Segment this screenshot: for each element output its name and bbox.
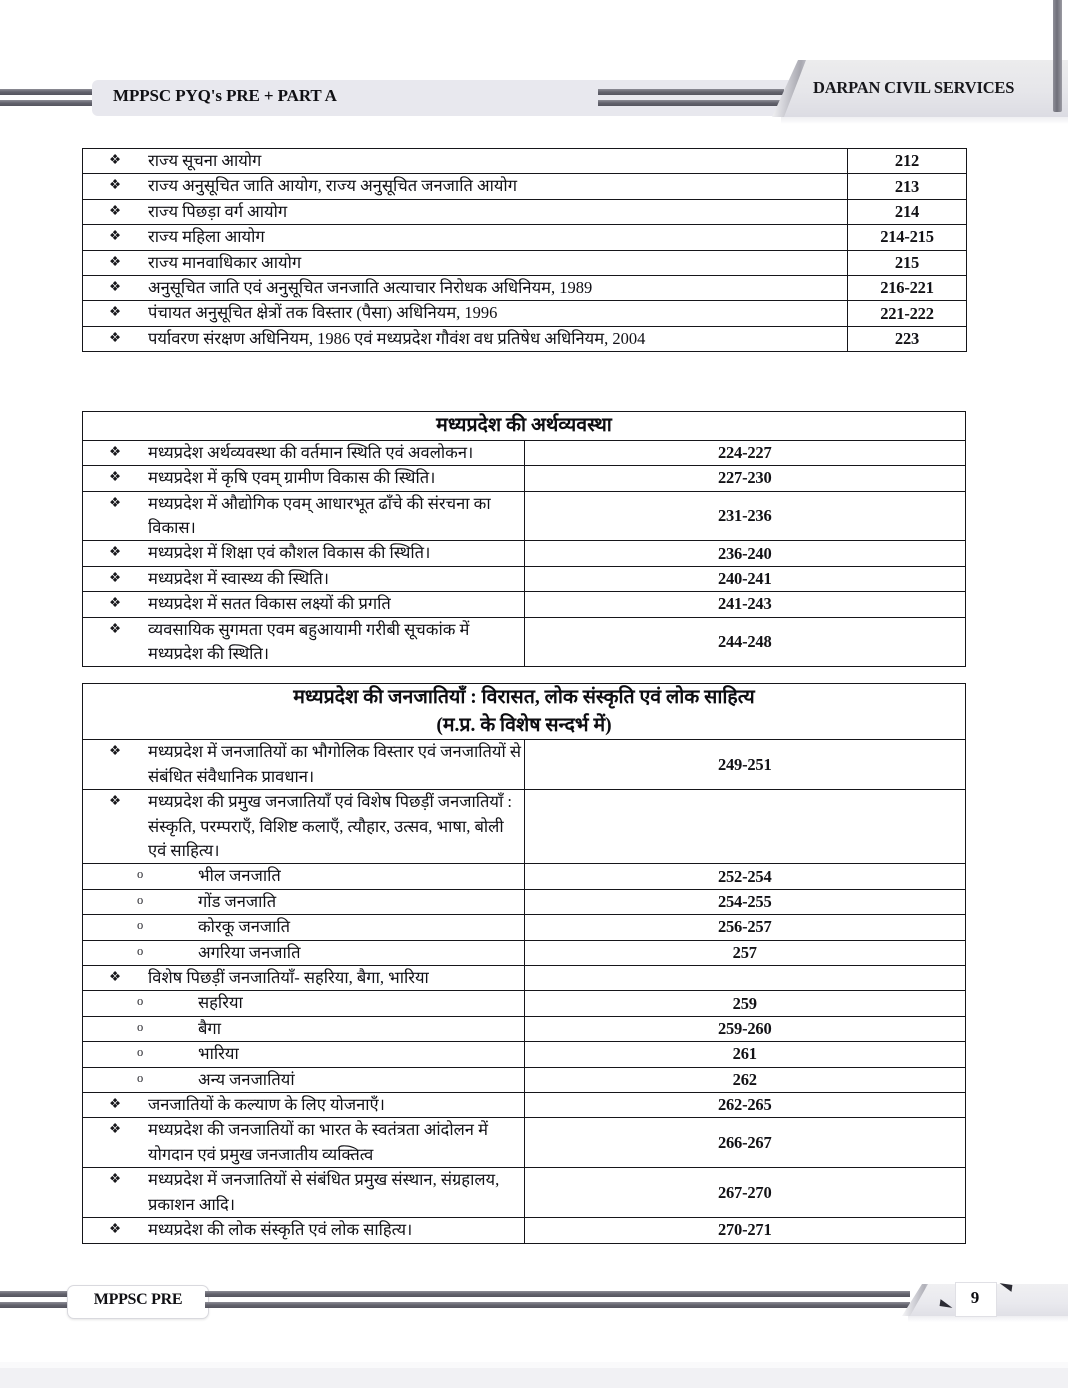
page-number-cell: 267-270 <box>524 1168 966 1218</box>
table-row <box>83 915 966 940</box>
header-rule-left <box>0 89 100 108</box>
table-constitutional-bodies <box>82 148 967 352</box>
diamond-bullet-icon: ❖ <box>109 279 122 295</box>
list-item <box>83 790 524 863</box>
list-item <box>83 174 847 198</box>
diamond-bullet-icon: ❖ <box>109 304 122 320</box>
topic-cell <box>83 790 525 864</box>
sub-list-item <box>83 1042 524 1066</box>
table-row <box>83 991 966 1016</box>
page-number-cell: 213 <box>848 174 967 199</box>
diamond-bullet-icon: ❖ <box>109 1121 122 1137</box>
page-number-cell: 244-248 <box>524 617 966 667</box>
list-item <box>83 541 524 565</box>
page-number-cell: 270-271 <box>524 1218 966 1243</box>
table-row <box>83 440 966 465</box>
page-number-cell: 212 <box>848 149 967 174</box>
topic-label: पंचायत अनुसूचित क्षेत्रों तक विस्तार (पैसा) अधिनियम, 1996 <box>148 303 498 323</box>
table-row <box>83 174 967 199</box>
sub-list-item <box>83 864 524 888</box>
table-row <box>83 1067 966 1092</box>
table-row <box>83 889 966 914</box>
heading-line-1: मध्यप्रदेश की जनजातियाँ : विरासत, लोक संस्कृति एवं लोक साहित्य <box>293 687 755 708</box>
topic-cell <box>83 940 525 965</box>
footer-rule-middle-bottom <box>205 1302 910 1308</box>
list-item <box>83 966 524 990</box>
table-row <box>83 199 967 224</box>
footer-page-number: 9 <box>970 1288 980 1307</box>
table-row <box>83 301 967 326</box>
topic-cell <box>83 864 525 889</box>
topic-cell <box>83 1118 525 1168</box>
page-number-cell: 227-230 <box>524 466 966 491</box>
page-number-cell: 261 <box>524 1042 966 1067</box>
diamond-bullet-icon: ❖ <box>109 1221 122 1237</box>
topic-cell <box>83 740 525 790</box>
header-rule-left-bottom <box>0 100 100 106</box>
topic-label: राज्य सूचना आयोग <box>148 151 262 170</box>
table-row <box>83 790 966 864</box>
topic-label: मध्यप्रदेश में जनजातियों का भौगोलिक विस्तार एवं जनजातियों से संबंधित संवैधानिक प्रावधान। <box>148 742 522 786</box>
topic-cell <box>83 199 848 224</box>
topic-cell <box>83 174 848 199</box>
table-section-heading-row <box>83 684 966 740</box>
page-number-cell: 214-215 <box>848 225 967 250</box>
diamond-bullet-icon: ❖ <box>109 595 122 611</box>
topic-label: कोरकू जनजाति <box>198 917 291 937</box>
topic-cell <box>83 966 525 991</box>
page-number-cell: 254-255 <box>524 889 966 914</box>
diamond-bullet-icon: ❖ <box>109 1171 122 1187</box>
topic-cell <box>83 1067 525 1092</box>
topic-cell <box>83 1168 525 1218</box>
topic-cell <box>83 250 848 275</box>
topic-label: मध्यप्रदेश में कृषि एवम् ग्रामीण विकास की स्थिति। <box>148 468 436 488</box>
circle-bullet-icon: o <box>137 1019 144 1034</box>
page-number-cell: 240-241 <box>524 566 966 591</box>
page-number-cell: 257 <box>524 940 966 965</box>
table-row <box>83 541 966 566</box>
topic-cell <box>83 1093 525 1118</box>
table-mp-economy <box>82 411 966 667</box>
diamond-bullet-icon: ❖ <box>109 443 122 459</box>
topic-cell <box>83 225 848 250</box>
page-number-cell <box>524 790 966 864</box>
table-mp-tribes <box>82 683 966 1244</box>
circle-bullet-icon: o <box>137 867 144 882</box>
topic-label: राज्य पिछड़ा वर्ग आयोग <box>148 201 288 221</box>
list-item <box>83 1093 524 1117</box>
topic-cell <box>83 276 848 301</box>
header-rule-left-top <box>0 89 100 95</box>
topic-cell <box>83 991 525 1016</box>
topic-label: राज्य अनुसूचित जाति आयोग, राज्य अनुसूचित जनजाति आयोग <box>148 176 517 196</box>
topic-label: बैगा <box>198 1018 221 1038</box>
list-item <box>83 492 524 541</box>
diamond-bullet-icon: ❖ <box>109 469 122 485</box>
topic-label: राज्य मानवाधिकार आयोग <box>148 252 302 272</box>
table-section-heading-row <box>83 412 966 441</box>
table-row <box>83 225 967 250</box>
page-number-cell: 224-227 <box>524 440 966 465</box>
topic-label: पर्यावरण संरक्षण अधिनियम, 1986 एवं मध्यप्रदेश गौवंश वध प्रतिषेध अधिनियम, 2004 <box>148 328 646 348</box>
table-row <box>83 149 967 174</box>
topic-label: मध्यप्रदेश की लोक संस्कृति एवं लोक साहित्य। <box>148 1220 413 1240</box>
list-item <box>83 200 847 224</box>
topic-cell <box>83 1016 525 1041</box>
topic-label: मध्यप्रदेश में शिक्षा एवं कौशल विकास की स्थिति। <box>148 543 431 563</box>
topic-cell <box>83 491 525 541</box>
topic-cell <box>83 326 848 351</box>
topic-cell <box>83 149 848 174</box>
list-item <box>83 1168 524 1217</box>
page-number-cell <box>524 966 966 991</box>
table-row <box>83 466 966 491</box>
page-number-cell: 223 <box>848 326 967 351</box>
topic-label: सहरिया <box>198 993 243 1013</box>
table-row <box>83 592 966 617</box>
diamond-bullet-icon: ❖ <box>109 228 122 244</box>
circle-bullet-icon: o <box>137 1045 144 1060</box>
table-row <box>83 966 966 991</box>
page-number-cell: 249-251 <box>524 740 966 790</box>
topic-label: मध्यप्रदेश में औद्योगिक एवम् आधारभूत ढाँचे की संरचना का विकास। <box>148 493 491 537</box>
diamond-bullet-icon: ❖ <box>109 494 122 510</box>
header-left-title: MPPSC PYQ's PRE + PART A <box>113 86 337 105</box>
diamond-bullet-icon: ❖ <box>109 620 122 636</box>
table-row <box>83 491 966 541</box>
topic-label: मध्यप्रदेश में स्वास्थ्य की स्थिति। <box>148 568 330 588</box>
topic-label: मध्यप्रदेश अर्थव्यवस्था की वर्तमान स्थिति एवं अवलोकन। <box>148 442 474 462</box>
table-row <box>83 1218 966 1243</box>
diamond-bullet-icon: ❖ <box>109 1096 122 1112</box>
topic-label: अगरिया जनजाति <box>198 942 301 962</box>
header-rule-middle-bottom <box>598 100 784 106</box>
list-item <box>83 251 847 275</box>
page-number-cell: 259-260 <box>524 1016 966 1041</box>
table-row <box>83 1042 966 1067</box>
diamond-bullet-icon: ❖ <box>109 569 122 585</box>
topic-cell <box>83 592 525 617</box>
topic-label: भारिया <box>198 1044 239 1064</box>
page-number-cell: 216-221 <box>848 276 967 301</box>
table-row <box>83 1118 966 1168</box>
topic-label: मध्यप्रदेश की प्रमुख जनजातियाँ एवं विशेष पिछड़ीं जनजातियाँ : संस्कृति, परम्पराएँ, विशिष्ट कलाएँ, त्यौहार, उत्सव, भाषा, बोली एवं साहित्य। <box>148 792 512 860</box>
topic-cell <box>83 889 525 914</box>
sub-list-item <box>83 1068 524 1092</box>
page-number-cell: 262-265 <box>524 1093 966 1118</box>
topic-cell <box>83 541 525 566</box>
footer-rule-middle <box>205 1291 910 1310</box>
list-item <box>83 1218 524 1242</box>
table-row <box>83 326 967 351</box>
page-number-cell: 231-236 <box>524 491 966 541</box>
list-item <box>83 276 847 300</box>
page-number-cell: 266-267 <box>524 1118 966 1168</box>
list-item <box>83 618 524 667</box>
topic-cell <box>83 1042 525 1067</box>
header-rule-middle <box>598 89 784 108</box>
diamond-bullet-icon: ❖ <box>109 177 122 193</box>
page-number-cell: 241-243 <box>524 592 966 617</box>
table-row <box>83 864 966 889</box>
page-number-cell: 214 <box>848 199 967 224</box>
table-row <box>83 940 966 965</box>
list-item <box>83 301 847 325</box>
sub-list-item <box>83 890 524 914</box>
topic-label: मध्यप्रदेश में जनजातियों से संबंधित प्रमुख संस्थान, संग्रहालय, प्रकाशन आदि। <box>148 1170 500 1214</box>
page-number-cell: 256-257 <box>524 915 966 940</box>
diamond-bullet-icon: ❖ <box>109 743 122 759</box>
table-row <box>83 1093 966 1118</box>
table-row <box>83 617 966 667</box>
table-body <box>83 684 966 1244</box>
diamond-bullet-icon: ❖ <box>109 969 122 985</box>
header-right-title: DARPAN CIVIL SERVICES <box>813 78 1015 97</box>
list-item <box>83 149 847 173</box>
circle-bullet-icon: o <box>137 1070 144 1085</box>
topic-label: विशेष पिछड़ीं जनजातियाँ- सहरिया, बैगा, भारिया <box>148 968 429 988</box>
topic-cell <box>83 466 525 491</box>
table-row <box>83 250 967 275</box>
list-item <box>83 740 524 789</box>
page-number-cell: 252-254 <box>524 864 966 889</box>
topic-cell <box>83 915 525 940</box>
footer-rule-middle-top <box>205 1291 910 1297</box>
list-item <box>83 441 524 465</box>
sub-list-item <box>83 941 524 965</box>
sub-list-item <box>83 991 524 1015</box>
topic-cell <box>83 617 525 667</box>
list-item <box>83 592 524 616</box>
page-number-cell: 262 <box>524 1067 966 1092</box>
diamond-bullet-icon: ❖ <box>109 253 122 269</box>
diamond-bullet-icon: ❖ <box>109 202 122 218</box>
diamond-bullet-icon: ❖ <box>109 544 122 560</box>
sub-list-item <box>83 1017 524 1041</box>
topic-cell <box>83 566 525 591</box>
topic-label: राज्य महिला आयोग <box>148 227 265 247</box>
page-footer <box>0 1280 1068 1344</box>
table-body <box>83 412 966 667</box>
table-row <box>83 1168 966 1218</box>
list-item <box>83 567 524 591</box>
list-item <box>83 1118 524 1167</box>
table-row <box>83 1016 966 1041</box>
page-edge-shadow <box>0 1368 1068 1388</box>
topic-label: व्यवसायिक सुगमता एवम बहुआयामी गरीबी सूचकांक में मध्यप्रदेश की स्थिति। <box>148 619 470 663</box>
sub-list-item <box>83 915 524 939</box>
diamond-bullet-icon: ❖ <box>109 152 122 167</box>
topic-label: जनजातियों के कल्याण के लिए योजनाएँ। <box>148 1095 385 1115</box>
table-row <box>83 276 967 301</box>
heading-line-2: (म.प्र. के विशेष सन्दर्भ में) <box>436 714 612 736</box>
table-body <box>83 149 967 352</box>
page-number-cell: 215 <box>848 250 967 275</box>
diamond-bullet-icon: ❖ <box>109 329 122 345</box>
page-number-cell: 259 <box>524 991 966 1016</box>
circle-bullet-icon: o <box>137 994 144 1009</box>
heading-line-1: मध्यप्रदेश की अर्थव्यवस्था <box>436 415 612 436</box>
topic-label: गोंड जनजाति <box>198 891 277 911</box>
page-number-cell: 221-222 <box>848 301 967 326</box>
diamond-bullet-icon: ❖ <box>109 793 122 809</box>
list-item <box>83 327 847 351</box>
page-header <box>0 0 1068 130</box>
table-section-heading <box>83 412 966 441</box>
circle-bullet-icon: o <box>137 918 144 933</box>
topic-label: अनुसूचित जाति एवं अनुसूचित जनजाति अत्याचार निरोधक अधिनियम, 1989 <box>148 278 593 298</box>
topic-label: मध्यप्रदेश की जनजातियों का भारत के स्वतंत्रता आंदोलन में योगदान एवं प्रमुख जनजातीय व्यक्तित्व <box>148 1120 488 1164</box>
header-vertical-bar <box>1053 0 1062 112</box>
topic-label: मध्यप्रदेश में सतत विकास लक्ष्यों की प्रगति <box>148 594 391 614</box>
list-item <box>83 225 847 249</box>
topic-label: अन्य जनजातियां <box>198 1069 295 1089</box>
footer-label: MPPSC PRE <box>93 1291 183 1308</box>
header-rule-middle-top <box>598 89 784 95</box>
table-row <box>83 566 966 591</box>
topic-label: भील जनजाति <box>198 866 281 886</box>
topic-cell <box>83 1218 525 1243</box>
circle-bullet-icon: o <box>137 943 144 958</box>
circle-bullet-icon: o <box>137 892 144 907</box>
table-row <box>83 740 966 790</box>
table-section-heading <box>83 684 966 740</box>
page-number-cell: 236-240 <box>524 541 966 566</box>
topic-cell <box>83 301 848 326</box>
topic-cell <box>83 440 525 465</box>
list-item <box>83 466 524 490</box>
